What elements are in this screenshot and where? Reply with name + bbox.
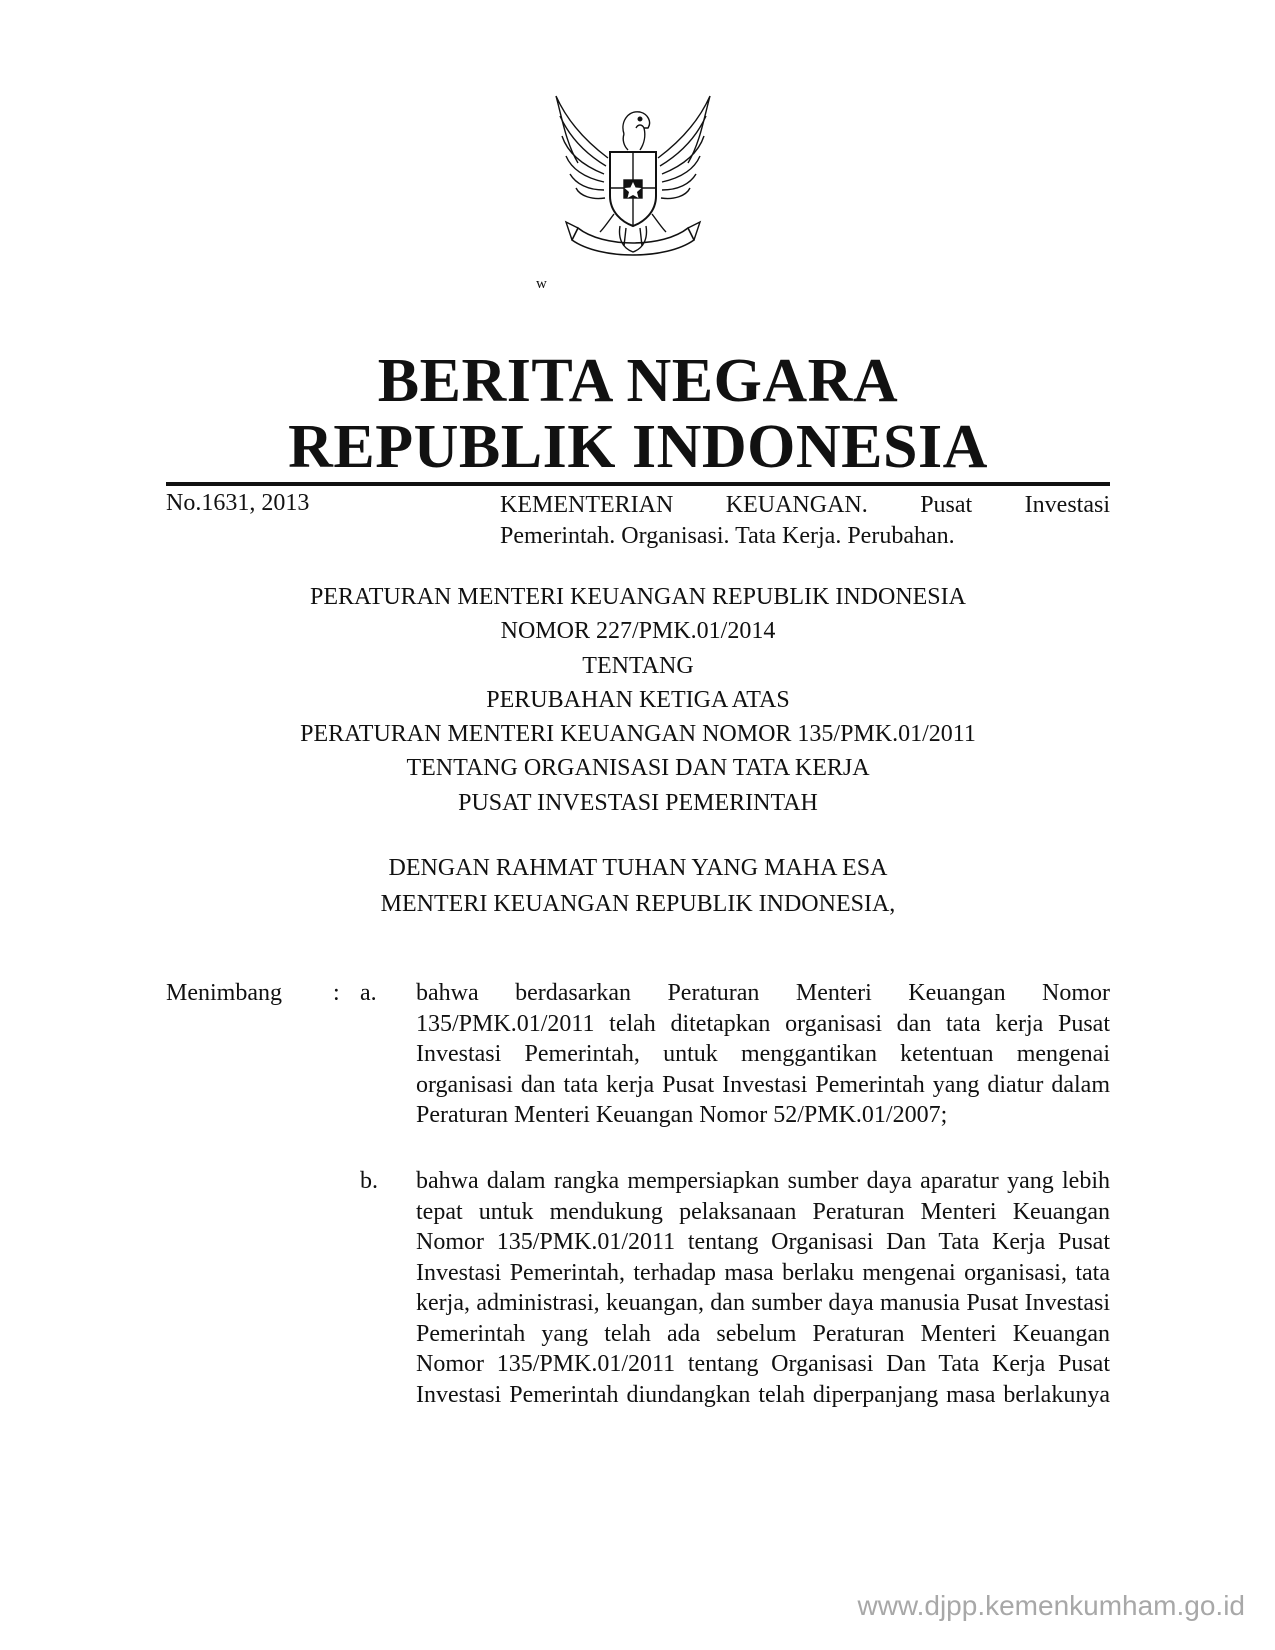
footer-url: www.djpp.kemenkumham.go.id: [857, 1590, 1245, 1621]
heading-line: TENTANG ORGANISASI DAN TATA KERJA: [406, 755, 870, 782]
page-title-line2: REPUBLIK INDONESIA: [288, 413, 988, 481]
considerations-colon: :: [333, 980, 340, 1006]
heading-line: NOMOR 227/PMK.01/2014: [500, 618, 776, 645]
document-number: No.1631, 2013: [166, 490, 310, 516]
page-title-line1: BERITA NEGARA: [377, 347, 899, 415]
page-mark: w: [536, 276, 547, 292]
subject-line2: Pemerintah. Organisasi. Tata Kerja. Perubahan.: [500, 523, 955, 549]
consideration-text-a: bahwa berdasarkan Peraturan Menteri Keuangan Nomor 135/PMK.01/2011 telah ditetapkan organisasi dan tata kerja Pusat Investasi Pemerintah, untuk menggantikan ketentuan mengenai organisasi dan tata kerja Pusat Investasi Pemerintah yang diatur dalam Peraturan Menteri Keuangan Nomor 52/PMK.01/2007;: [416, 980, 1110, 1128]
title-divider: [166, 482, 1110, 486]
opening-line2: MENTERI KEUANGAN REPUBLIK INDONESIA,: [380, 891, 896, 917]
heading-line: PUSAT INVESTASI PEMERINTAH: [458, 789, 818, 816]
heading-line: TENTANG: [582, 652, 694, 679]
opening-statement: [166, 850, 1110, 922]
heading-line: PERATURAN MENTERI KEUANGAN REPUBLIK INDONESIA: [310, 584, 966, 610]
consideration-text-b: bahwa dalam rangka mempersiapkan sumber daya aparatur yang lebih tepat untuk mendukung pelaksanaan Peraturan Menteri Keuangan Nomor 135/PMK.01/2011 tentang Organisasi Dan Tata Kerja Pusat Investasi Pemerintah, terhadap masa berlaku mengenai organisasi, tata kerja, administrasi, keuangan, dan sumber daya manusia Pusat Investasi Pemerintah yang telah ada sebelum Peraturan Menteri Keuangan Nomor 135/PMK.01/2011 tentang Organisasi Dan Tata Kerja Pusat Investasi Pemerintah diundangkan telah diperpanjang masa berlakunya: [416, 1168, 1110, 1408]
garuda-pancasila-emblem-icon: [548, 88, 718, 268]
heading-line: PERATURAN MENTERI KEUANGAN NOMOR 135/PMK.01/2011: [300, 721, 976, 748]
regulation-heading: [166, 580, 1110, 820]
document-subject: [500, 490, 1110, 552]
subject-line1: KEMENTERIAN KEUANGAN. Pusat Investasi: [500, 492, 1110, 518]
consideration-letter-a: a.: [360, 980, 377, 1006]
considerations-label: Menimbang: [166, 980, 282, 1006]
consideration-letter-b: b.: [360, 1168, 378, 1194]
heading-line: PERUBAHAN KETIGA ATAS: [486, 686, 790, 713]
opening-line1: DENGAN RAHMAT TUHAN YANG MAHA ESA: [388, 855, 888, 881]
